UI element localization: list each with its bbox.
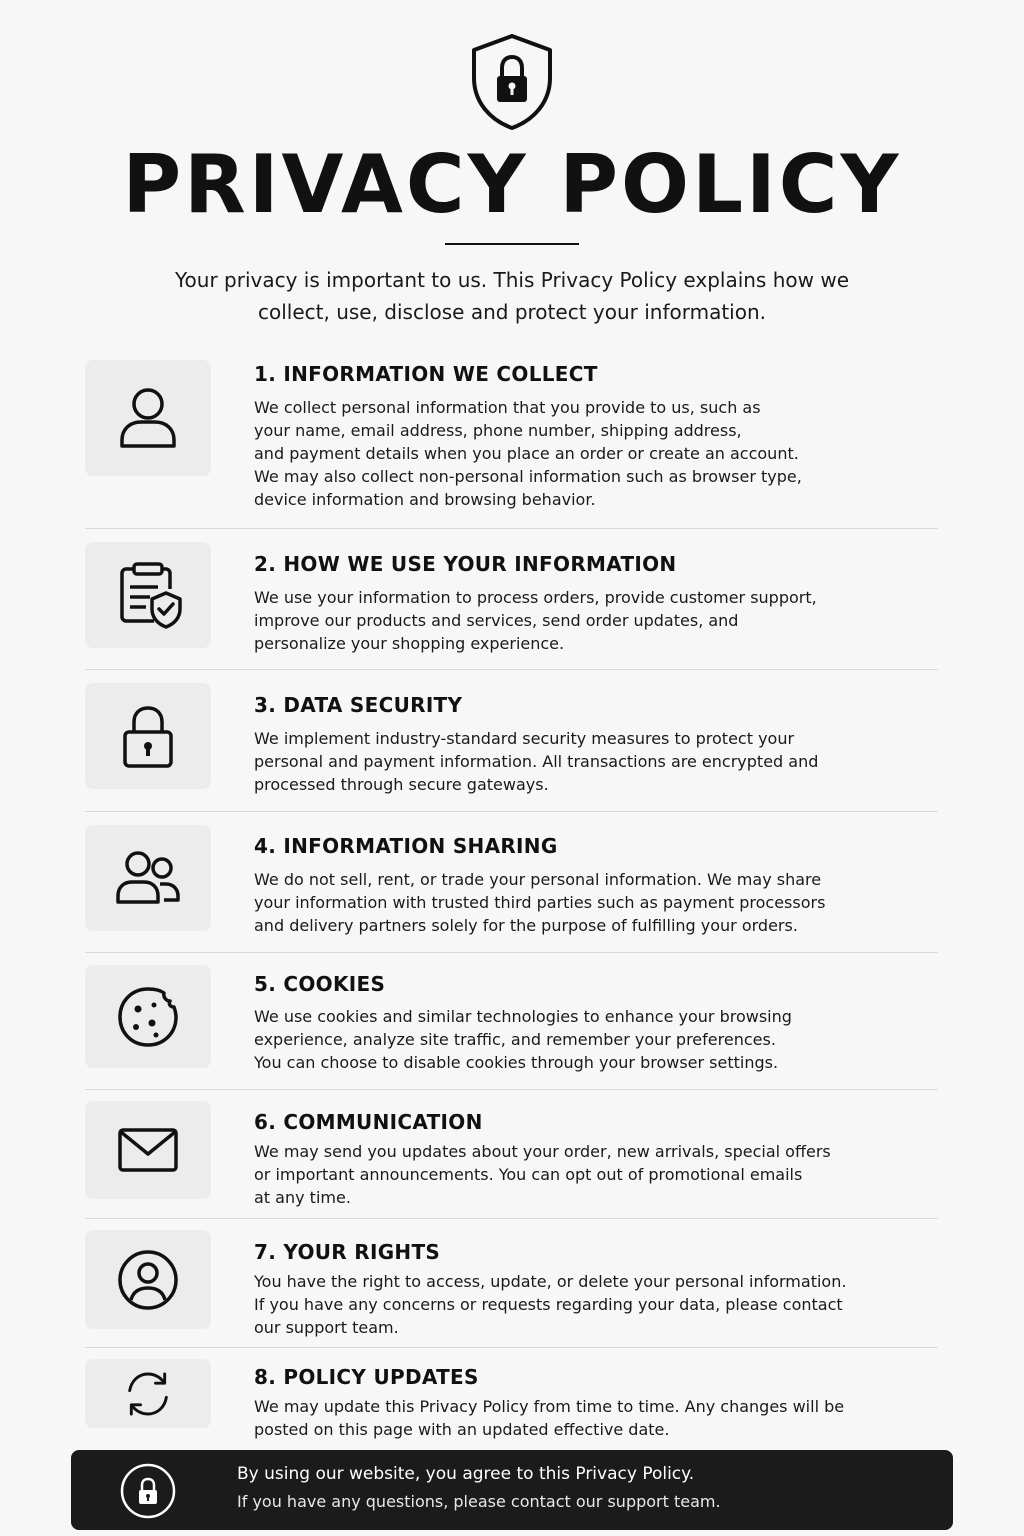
section-divider: [85, 1089, 938, 1090]
intro-text: Your privacy is important to us. This Privacy Policy explains how we collect, use, disclose and protect your information.: [174, 268, 850, 324]
section-title: 4. INFORMATION SHARING: [254, 834, 558, 858]
section-body: We implement industry-standard security measures to protect your personal and payment information. All transactions are encrypted and processed through secure gateways.: [254, 729, 819, 794]
section-icon-box: [85, 683, 211, 789]
section-icon-box: [85, 965, 211, 1068]
section-title: 8. POLICY UPDATES: [254, 1365, 479, 1389]
clipboard-shield-icon: [112, 559, 184, 631]
section-icon-box: [85, 1101, 211, 1199]
footer-consent-text: By using our website, you agree to this Privacy Policy.: [237, 1464, 695, 1484]
page-title: PRIVACY POLICY: [122, 138, 902, 231]
section-body: We collect personal information that you provide to us, such as your name, email address, phone number, shipping address, and payment details when you place an order or create an account. We may also collect non-personal information such as browser type, device information and browsing behavior.: [254, 398, 802, 509]
section-icon-box: [85, 1359, 211, 1428]
shield-lock-icon: [468, 32, 556, 132]
envelope-icon: [112, 1114, 184, 1186]
section-icon-box: [85, 1230, 211, 1329]
section-title: 5. COOKIES: [254, 972, 386, 996]
section-icon-box: [85, 360, 211, 476]
section-title: 2. HOW WE USE YOUR INFORMATION: [254, 552, 677, 576]
section-divider: [85, 1347, 938, 1348]
lock-circle-icon: [119, 1462, 177, 1520]
section-body: We use your information to process orders, provide customer support, improve our products and services, send order updates, and personalize your shopping experience.: [254, 588, 817, 653]
section-body: We may update this Privacy Policy from time to time. Any changes will be posted on this page with an updated effective date.: [254, 1397, 845, 1439]
section-body: We do not sell, rent, or trade your personal information. We may share your information with trusted third parties such as payment processors and delivery partners solely for the purpose of fulfilling your orders.: [254, 870, 826, 935]
section-divider: [85, 952, 938, 953]
refresh-icon: [118, 1364, 178, 1424]
section-title: 1. INFORMATION WE COLLECT: [254, 362, 598, 386]
section-divider: [85, 811, 938, 812]
section-body: We use cookies and similar technologies to enhance your browsing experience, analyze site traffic, and remember your preferences. You can choose to disable cookies through your browser settings.: [254, 1007, 792, 1072]
title-divider: [445, 243, 579, 245]
section-body: You have the right to access, update, or delete your personal information. If you have any concerns or requests regarding your data, please contact our support team.: [254, 1272, 847, 1337]
padlock-icon: [112, 700, 184, 772]
cookie-icon: [112, 981, 184, 1053]
user-icon: [112, 382, 184, 454]
section-divider: [85, 528, 938, 529]
section-body: We may send you updates about your order, new arrivals, special offers or important announcements. You can opt out of promotional emails at any time.: [254, 1142, 831, 1207]
section-title: 3. DATA SECURITY: [254, 693, 463, 717]
section-title: 7. YOUR RIGHTS: [254, 1240, 441, 1264]
section-title: 6. COMMUNICATION: [254, 1110, 483, 1134]
footer-contact-text: If you have any questions, please contact our support team.: [237, 1492, 721, 1511]
section-icon-box: [85, 825, 211, 931]
user-circle-icon: [112, 1244, 184, 1316]
users-icon: [112, 842, 184, 914]
consent-footer: [71, 1450, 953, 1530]
section-divider: [85, 1218, 938, 1219]
section-icon-box: [85, 542, 211, 648]
section-divider: [85, 669, 938, 670]
